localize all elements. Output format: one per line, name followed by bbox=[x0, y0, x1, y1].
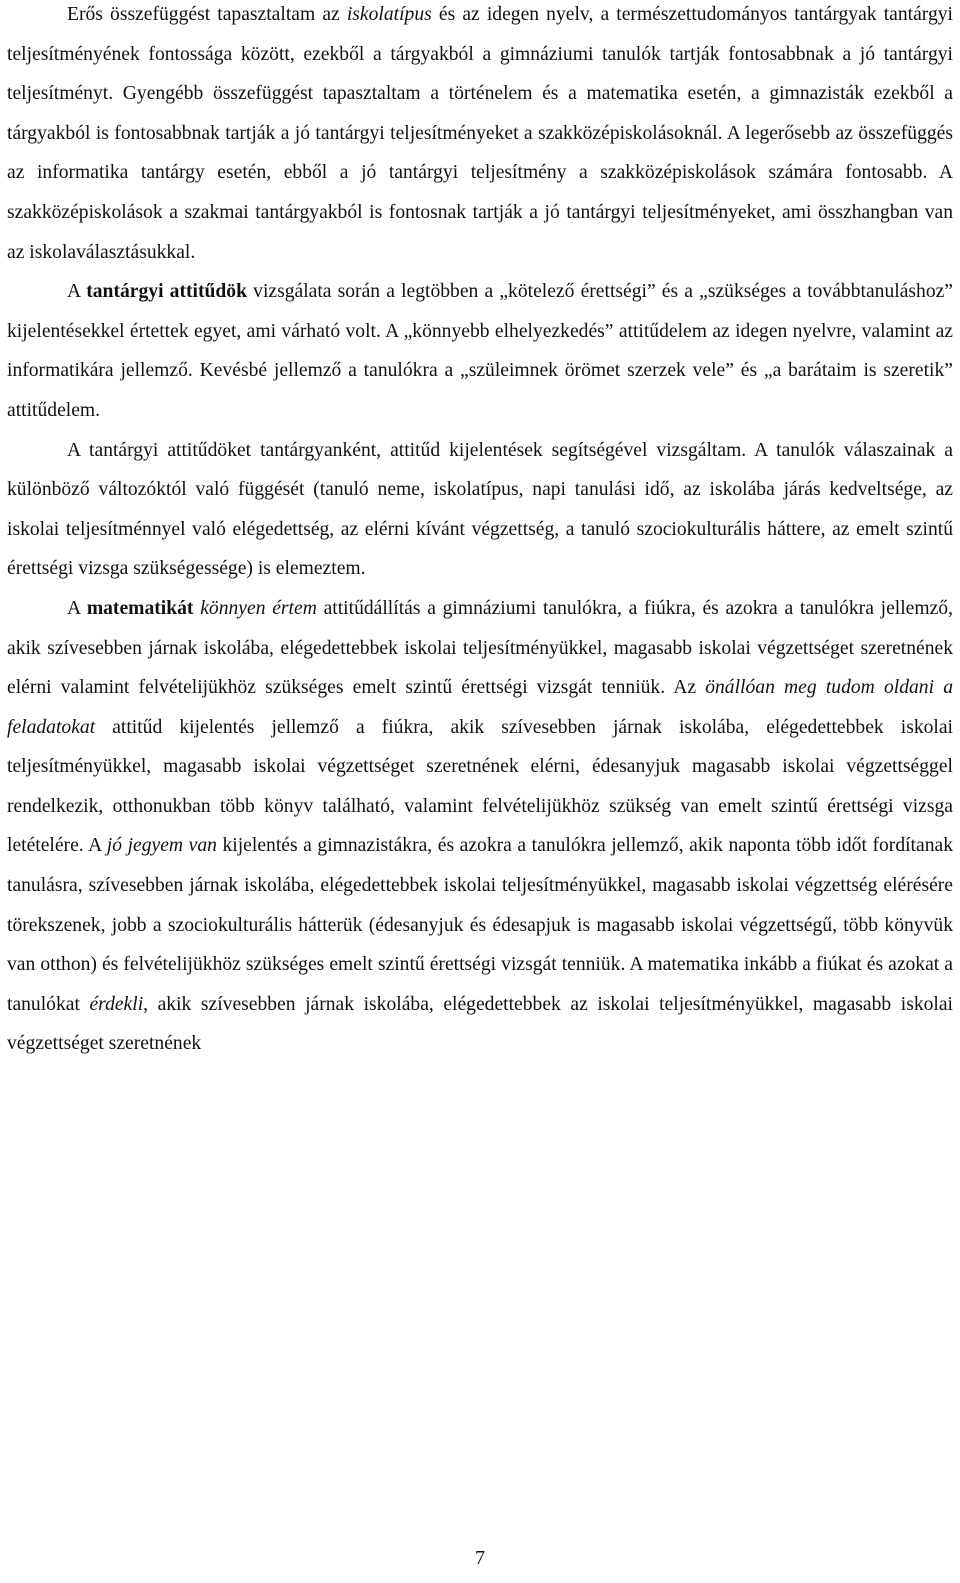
paragraph-3 bbox=[7, 431, 953, 589]
italic-text: iskolatípus bbox=[346, 4, 432, 25]
paragraph-2 bbox=[7, 272, 953, 430]
paragraph-4 bbox=[7, 589, 953, 1064]
text-run: vizsgálata során a legtöbben a „kötelező érettségi” és a „szükséges a továbbtanuláshoz” kijelentésekkel értettek egyet, ami várható volt. A „könnyebb elhelyezkedés” attitűdelem az idegen nyelvre, valamint az informatikára jellemző. Kevésbé jellemző a tanulókra a „szüleimnek örömet szerzek vele” és „a barátaim is szeretik” attitűdelem. bbox=[7, 281, 954, 421]
document-page bbox=[7, 0, 953, 1064]
text-run: Erős összefüggést tapasztaltam az bbox=[67, 4, 347, 25]
bold-text: tantárgyi attitűdök bbox=[86, 281, 247, 303]
text-run: és az idegen nyelv, a természettudományos tantárgyak tantárgyi teljesítményének fontossága között, ezekből a tárgyakból a gimnáziumi tanulók tartják fontosabbnak a jó tantárgyi teljesítményt. Gyengébb összefüggést tapasztaltam a történelem és a matematika esetén, a gimnazisták ezekből a tárgyakból is fontosabbnak tartják a jó tantárgyi teljesítményeket a szakközépiskolásoknál. A legerősebb az összefüggés az informatika tantárgy esetén, ebből a jó tantárgyi teljesítmény a szakközépiskolások számára fontosabb. A szakközépiskolások a szakmai tantárgyakból is fontosnak tartják a jó tantárgyi teljesítményeket, ami összhangban van az iskolaválasztásukkal. bbox=[7, 4, 953, 263]
text-run: A bbox=[67, 597, 87, 619]
text-run: , akik szívesebben járnak iskolába, elégedettebbek az iskolai teljesítményükkel, magasabb iskolai végzettséget szeretnének bbox=[7, 993, 953, 1055]
italic-text: önállóan meg tudom oldani a feladatokat bbox=[7, 677, 953, 738]
text-run: attitűd kijelentés jellemző a fiúkra, akik szívesebben járnak iskolába, elégedettebbek iskolai teljesítményükkel, magasabb iskolai végzettséget szeretnének elérni, édesanyjuk magasabb iskolai végzettséggel rendelkezik, otthonukban több könyv található, valamint felvételijükhöz szükség van emelt szintű érettségi vizsga letételére. A bbox=[7, 716, 953, 857]
italic-text: jó jegyem van bbox=[106, 835, 217, 857]
text-run: A tantárgyi attitűdöket tantárgyanként, attitűd kijelentések segítségével vizsgáltam. A tanulók válaszainak a különböző változóktól való függését (tanuló neme, iskolatípus, napi tanulási idő, az iskolába járás kedveltsége, az iskolai teljesítménnyel való elégedettség, az elérni kívánt végzettség, a tanuló szociokulturális háttere, az emelt szintű érettségi vizsga szükségessége) is elemeztem. bbox=[7, 439, 953, 580]
page-number: 7 bbox=[475, 1547, 485, 1569]
text-run: attitűdállítás a gimnáziumi tanulókra, a fiúkra, és azokra a tanulókra jellemző, akik szívesebben járnak iskolába, elégedettebbek iskolai teljesítményükkel, magasabb iskolai végzettséget szeretnének elérni valamint felvételijükhöz szükséges emelt szintű érettségi vizsgát tenniük. Az bbox=[7, 597, 953, 699]
paragraph-1 bbox=[7, 0, 953, 272]
text-run: kijelentés a gimnazistákra, és azokra a tanulókra jellemző, akik naponta több időt fordítanak tanulásra, szívesebben járnak iskolába, elégedettebbek iskolai teljesítményükkel, magasabb iskolai végzettség elérésére törekszenek, jobb a szociokulturális hátterük (édesanyjuk és édesapjuk is magasabb iskolai végzettségű, több könyvük van otthon) és felvételijükhöz szükséges emelt szintű érettségi vizsgát tenniük. A matematika inkább a fiúkat és azokat a tanulókat bbox=[7, 835, 953, 1015]
text-run: A bbox=[67, 281, 87, 303]
italic-text: érdekli bbox=[89, 993, 144, 1015]
bold-text: matematikát bbox=[86, 597, 194, 619]
italic-text: könnyen értem bbox=[200, 597, 317, 619]
